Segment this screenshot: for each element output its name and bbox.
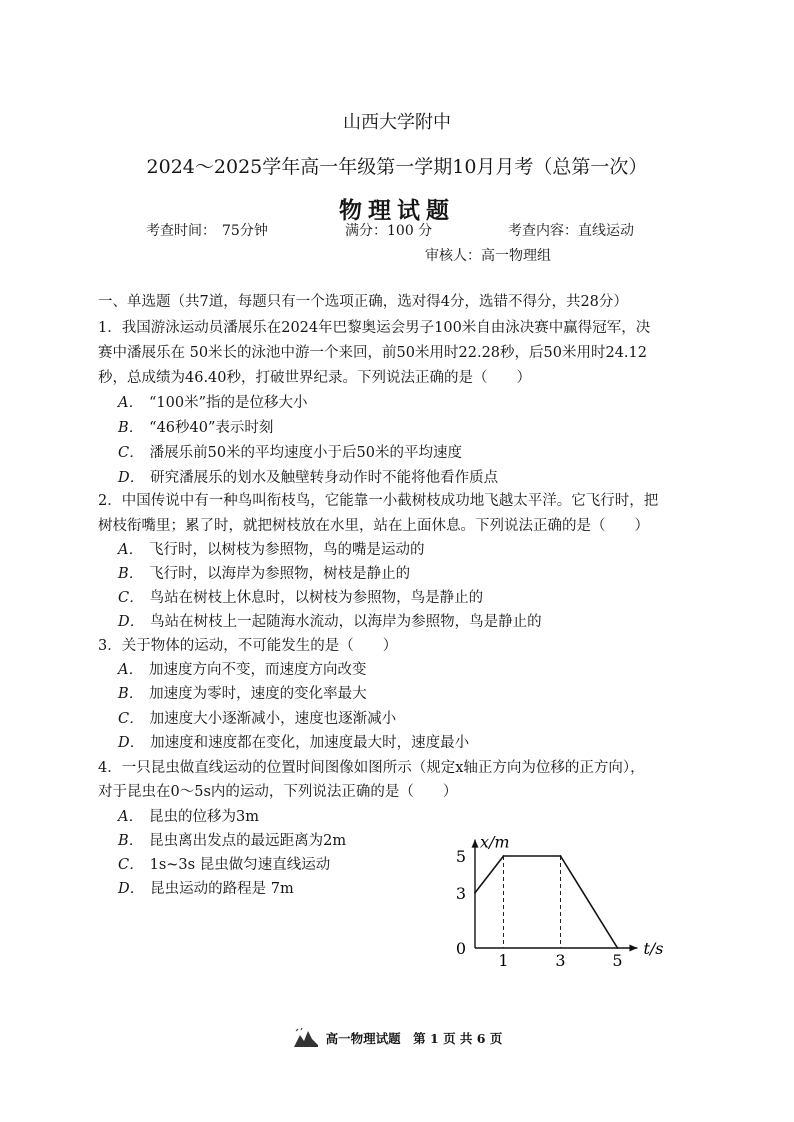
question-3-option-b — [118, 682, 367, 703]
option-label: A． — [118, 395, 143, 411]
option-text: 飞行时，以海岸为参照物，树枝是静止的 — [149, 566, 411, 582]
option-text: 1s~3s 昆虫做匀速直线运动 — [149, 857, 331, 873]
option-label: B． — [118, 686, 144, 702]
question-4-option-a — [118, 805, 259, 826]
question-2-line-2: 树枝衔嘴里；累了时，就把树枝放在水里，站在上面休息。下列说法正确的是（ ） — [98, 518, 649, 534]
data-point — [560, 855, 562, 857]
option-text: 昆虫的位移为3m — [148, 809, 259, 825]
origin-label: 0 — [455, 939, 466, 958]
option-text: 潘展乐前50米的平均速度小于后50米的平均速度 — [149, 445, 463, 461]
option-label: D． — [118, 881, 145, 897]
option-label: D． — [118, 735, 145, 751]
option-label: D． — [118, 614, 145, 630]
question-1-option-b — [118, 416, 273, 437]
option-text: 加速度方向不变，而速度方向改变 — [148, 662, 367, 678]
exam-content-value: 直线运动 — [578, 223, 634, 239]
question-1-option-d — [118, 466, 498, 487]
option-text: 研究潘展乐的划水及触壁转身动作时不能将他看作质点 — [150, 470, 499, 486]
x-axis-label: t/s — [643, 939, 664, 958]
footer-text: 高一物理试题 第 1 页 共 6 页 — [325, 1031, 503, 1046]
question-3-line-1: 3．关于物体的运动，不可能发生的是（ ） — [98, 638, 398, 654]
school-logo-icon — [292, 1027, 320, 1052]
question-4-option-b — [118, 829, 346, 850]
question-4-option-d — [118, 877, 294, 898]
full-score — [345, 220, 432, 240]
question-1-line-1: 1．我国游泳运动员潘展乐在2024年巴黎奥运会男子100米自由泳决赛中赢得冠军，决 — [98, 320, 651, 336]
data-point — [617, 947, 619, 949]
question-2-line-1: 2．中国传说中有一种鸟叫衔枝鸟，它能靠一小截树枝成功地飞越太平洋。它飞行时，把 — [98, 493, 659, 509]
option-text: 加速度为零时，速度的变化率最大 — [149, 686, 367, 702]
x-axis-arrow — [472, 840, 479, 848]
exam-time-value: 75分钟 — [222, 223, 268, 239]
series-line — [475, 856, 618, 948]
section-title: 一、单选题（共7道，每题只有一个选项正确，选对得4分，选错不得分，共28分） — [98, 294, 628, 310]
option-text: 昆虫离出发点的最远距离为2m — [149, 833, 347, 849]
school-name: 山西大学附中 — [343, 112, 451, 133]
question-4-line-1: 4．一只昆虫做直线运动的位置时间图像如图所示（规定x轴正方向为位移的正方向）， — [98, 760, 645, 776]
question-2-option-a — [118, 538, 424, 559]
question-1-option-a — [118, 391, 308, 412]
question-1-line-3: 秒，总成绩为46.40秒，打破世界纪录。下列说法正确的是（ ） — [98, 370, 532, 386]
reviewer — [425, 245, 551, 265]
question-2-option-c — [118, 586, 483, 607]
option-label: A． — [118, 542, 143, 558]
question-4-line-2: 对于昆虫在0～5s内的运动，下列说法正确的是（ ） — [98, 784, 458, 800]
subject-title: 物理试题 — [339, 197, 455, 224]
exam-title: 2024～2025学年高一年级第一学期10月月考（总第一次） — [146, 156, 648, 178]
exam-content — [508, 220, 634, 240]
option-label: C． — [118, 445, 144, 461]
y-tick-label: 5 — [455, 847, 466, 866]
full-score-label: 满分： — [345, 223, 387, 239]
option-label: B． — [118, 833, 144, 849]
question-2-option-d — [118, 610, 542, 631]
option-text: 飞行时，以树枝为参照物，鸟的嘴是运动的 — [148, 542, 425, 558]
data-point — [474, 892, 476, 894]
option-text: 鸟站在树枝上一起随海水流动，以海岸为参照物，鸟是静止的 — [150, 614, 542, 630]
x-tick-label: 5 — [612, 951, 623, 970]
question-2-option-b — [118, 562, 410, 583]
question-1-line-2: 赛中潘展乐在 50米长的泳池中游一个来回，前50米用时22.28秒，后50米用时24.12 — [98, 345, 647, 361]
question-3-option-d — [118, 731, 469, 752]
reviewer-value: 高一物理组 — [481, 248, 551, 264]
option-label: C． — [118, 857, 144, 873]
question-1-option-c — [118, 441, 462, 462]
option-text: 鸟站在树枝上休息时，以树枝为参照物，鸟是静止的 — [149, 590, 484, 606]
position-time-graph — [430, 795, 680, 975]
exam-time — [146, 220, 268, 240]
option-label: A． — [118, 809, 143, 825]
full-score-value: 100 分 — [387, 223, 433, 239]
option-label: A． — [118, 662, 143, 678]
t-axis-arrow — [629, 945, 637, 952]
option-text: “46秒40”表示时刻 — [149, 420, 274, 436]
option-label: B． — [118, 566, 144, 582]
x-tick-label: 1 — [498, 951, 509, 970]
option-text: 昆虫运动的路程是 7m — [150, 881, 294, 897]
y-tick-label: 3 — [455, 883, 466, 903]
data-point — [503, 855, 505, 857]
option-text: “100米”指的是位移大小 — [148, 395, 308, 411]
reviewer-label: 审核人： — [425, 248, 481, 264]
y-axis-label: x/m — [480, 832, 510, 852]
option-label: C． — [118, 711, 144, 727]
option-label: D． — [118, 470, 145, 486]
option-label: C． — [118, 590, 144, 606]
option-text: 加速度和速度都在变化，加速度最大时，速度最小 — [150, 735, 470, 751]
x-tick-label: 3 — [555, 951, 566, 970]
question-3-option-a — [118, 658, 366, 679]
option-label: B． — [118, 420, 144, 436]
page-footer — [0, 1027, 794, 1052]
exam-content-label: 考查内容： — [508, 223, 578, 239]
exam-time-label: 考查时间： — [146, 223, 216, 239]
option-text: 加速度大小逐渐减小，速度也逐渐减小 — [149, 711, 397, 727]
question-3-option-c — [118, 707, 396, 728]
question-4-option-c — [118, 853, 330, 874]
